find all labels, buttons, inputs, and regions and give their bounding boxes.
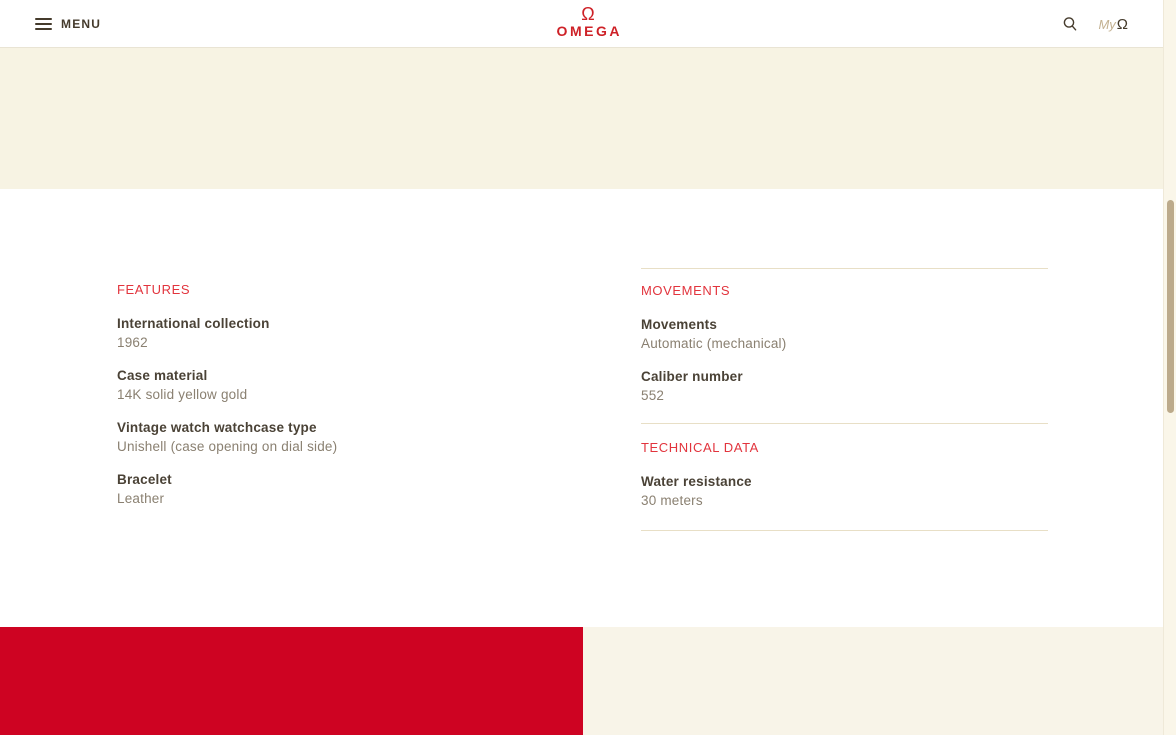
- spec-item-watchcase-type: [117, 418, 524, 456]
- top-nav: [0, 0, 1176, 48]
- menu-label: MENU: [61, 17, 102, 31]
- omega-symbol-icon: Ω: [581, 4, 595, 24]
- spec-value: Leather: [117, 491, 165, 506]
- spec-value: 552: [641, 388, 665, 403]
- features-section: [117, 189, 524, 627]
- spec-label: Bracelet: [117, 472, 172, 487]
- my-omega-account-link[interactable]: [1098, 16, 1128, 33]
- spec-value: Automatic (mechanical): [641, 336, 787, 351]
- bottom-band: [0, 627, 1176, 735]
- spec-label: Movements: [641, 317, 718, 332]
- search-icon: [1062, 16, 1078, 32]
- spec-label: Water resistance: [641, 474, 752, 489]
- search-button[interactable]: [1062, 16, 1078, 32]
- spec-value: 1962: [117, 335, 148, 350]
- spec-label: International collection: [117, 316, 270, 331]
- section-divider: [641, 423, 1048, 424]
- spec-content: [0, 189, 1176, 627]
- account-omega-symbol-icon: Ω: [1116, 15, 1128, 33]
- spec-value: Unishell (case opening on dial side): [117, 439, 338, 454]
- section-title-movements: MOVEMENTS: [641, 283, 731, 298]
- menu-button[interactable]: [35, 0, 101, 48]
- spec-item-case-material: [117, 366, 524, 404]
- spec-item-bracelet: [117, 470, 524, 508]
- spec-item-movements: [641, 315, 1048, 353]
- spec-value: 14K solid yellow gold: [117, 387, 248, 402]
- hamburger-icon: [35, 18, 52, 30]
- section-divider: [641, 268, 1048, 269]
- spec-item-international-collection: [117, 314, 524, 352]
- spec-label: Case material: [117, 368, 208, 383]
- section-title-technical-data: TECHNICAL DATA: [641, 440, 759, 455]
- scrollbar-thumb[interactable]: [1167, 200, 1174, 413]
- scrollbar-track[interactable]: [1163, 0, 1176, 735]
- omega-logo[interactable]: [557, 6, 620, 39]
- spec-value: 30 meters: [641, 493, 703, 508]
- section-divider: [641, 530, 1048, 531]
- spec-label: Vintage watch watchcase type: [117, 420, 317, 435]
- spec-item-water-resistance: [641, 472, 1048, 510]
- account-my-label: My: [1098, 16, 1116, 32]
- hero-band: [0, 48, 1176, 189]
- footer-red-panel: [0, 627, 583, 735]
- spec-label: Caliber number: [641, 369, 743, 384]
- nav-right: [1062, 0, 1128, 48]
- omega-logo-text: OMEGA: [556, 23, 622, 39]
- section-title-features: FEATURES: [117, 282, 191, 297]
- spec-item-caliber-number: [641, 367, 1048, 405]
- movements-technical-section: [641, 189, 1048, 627]
